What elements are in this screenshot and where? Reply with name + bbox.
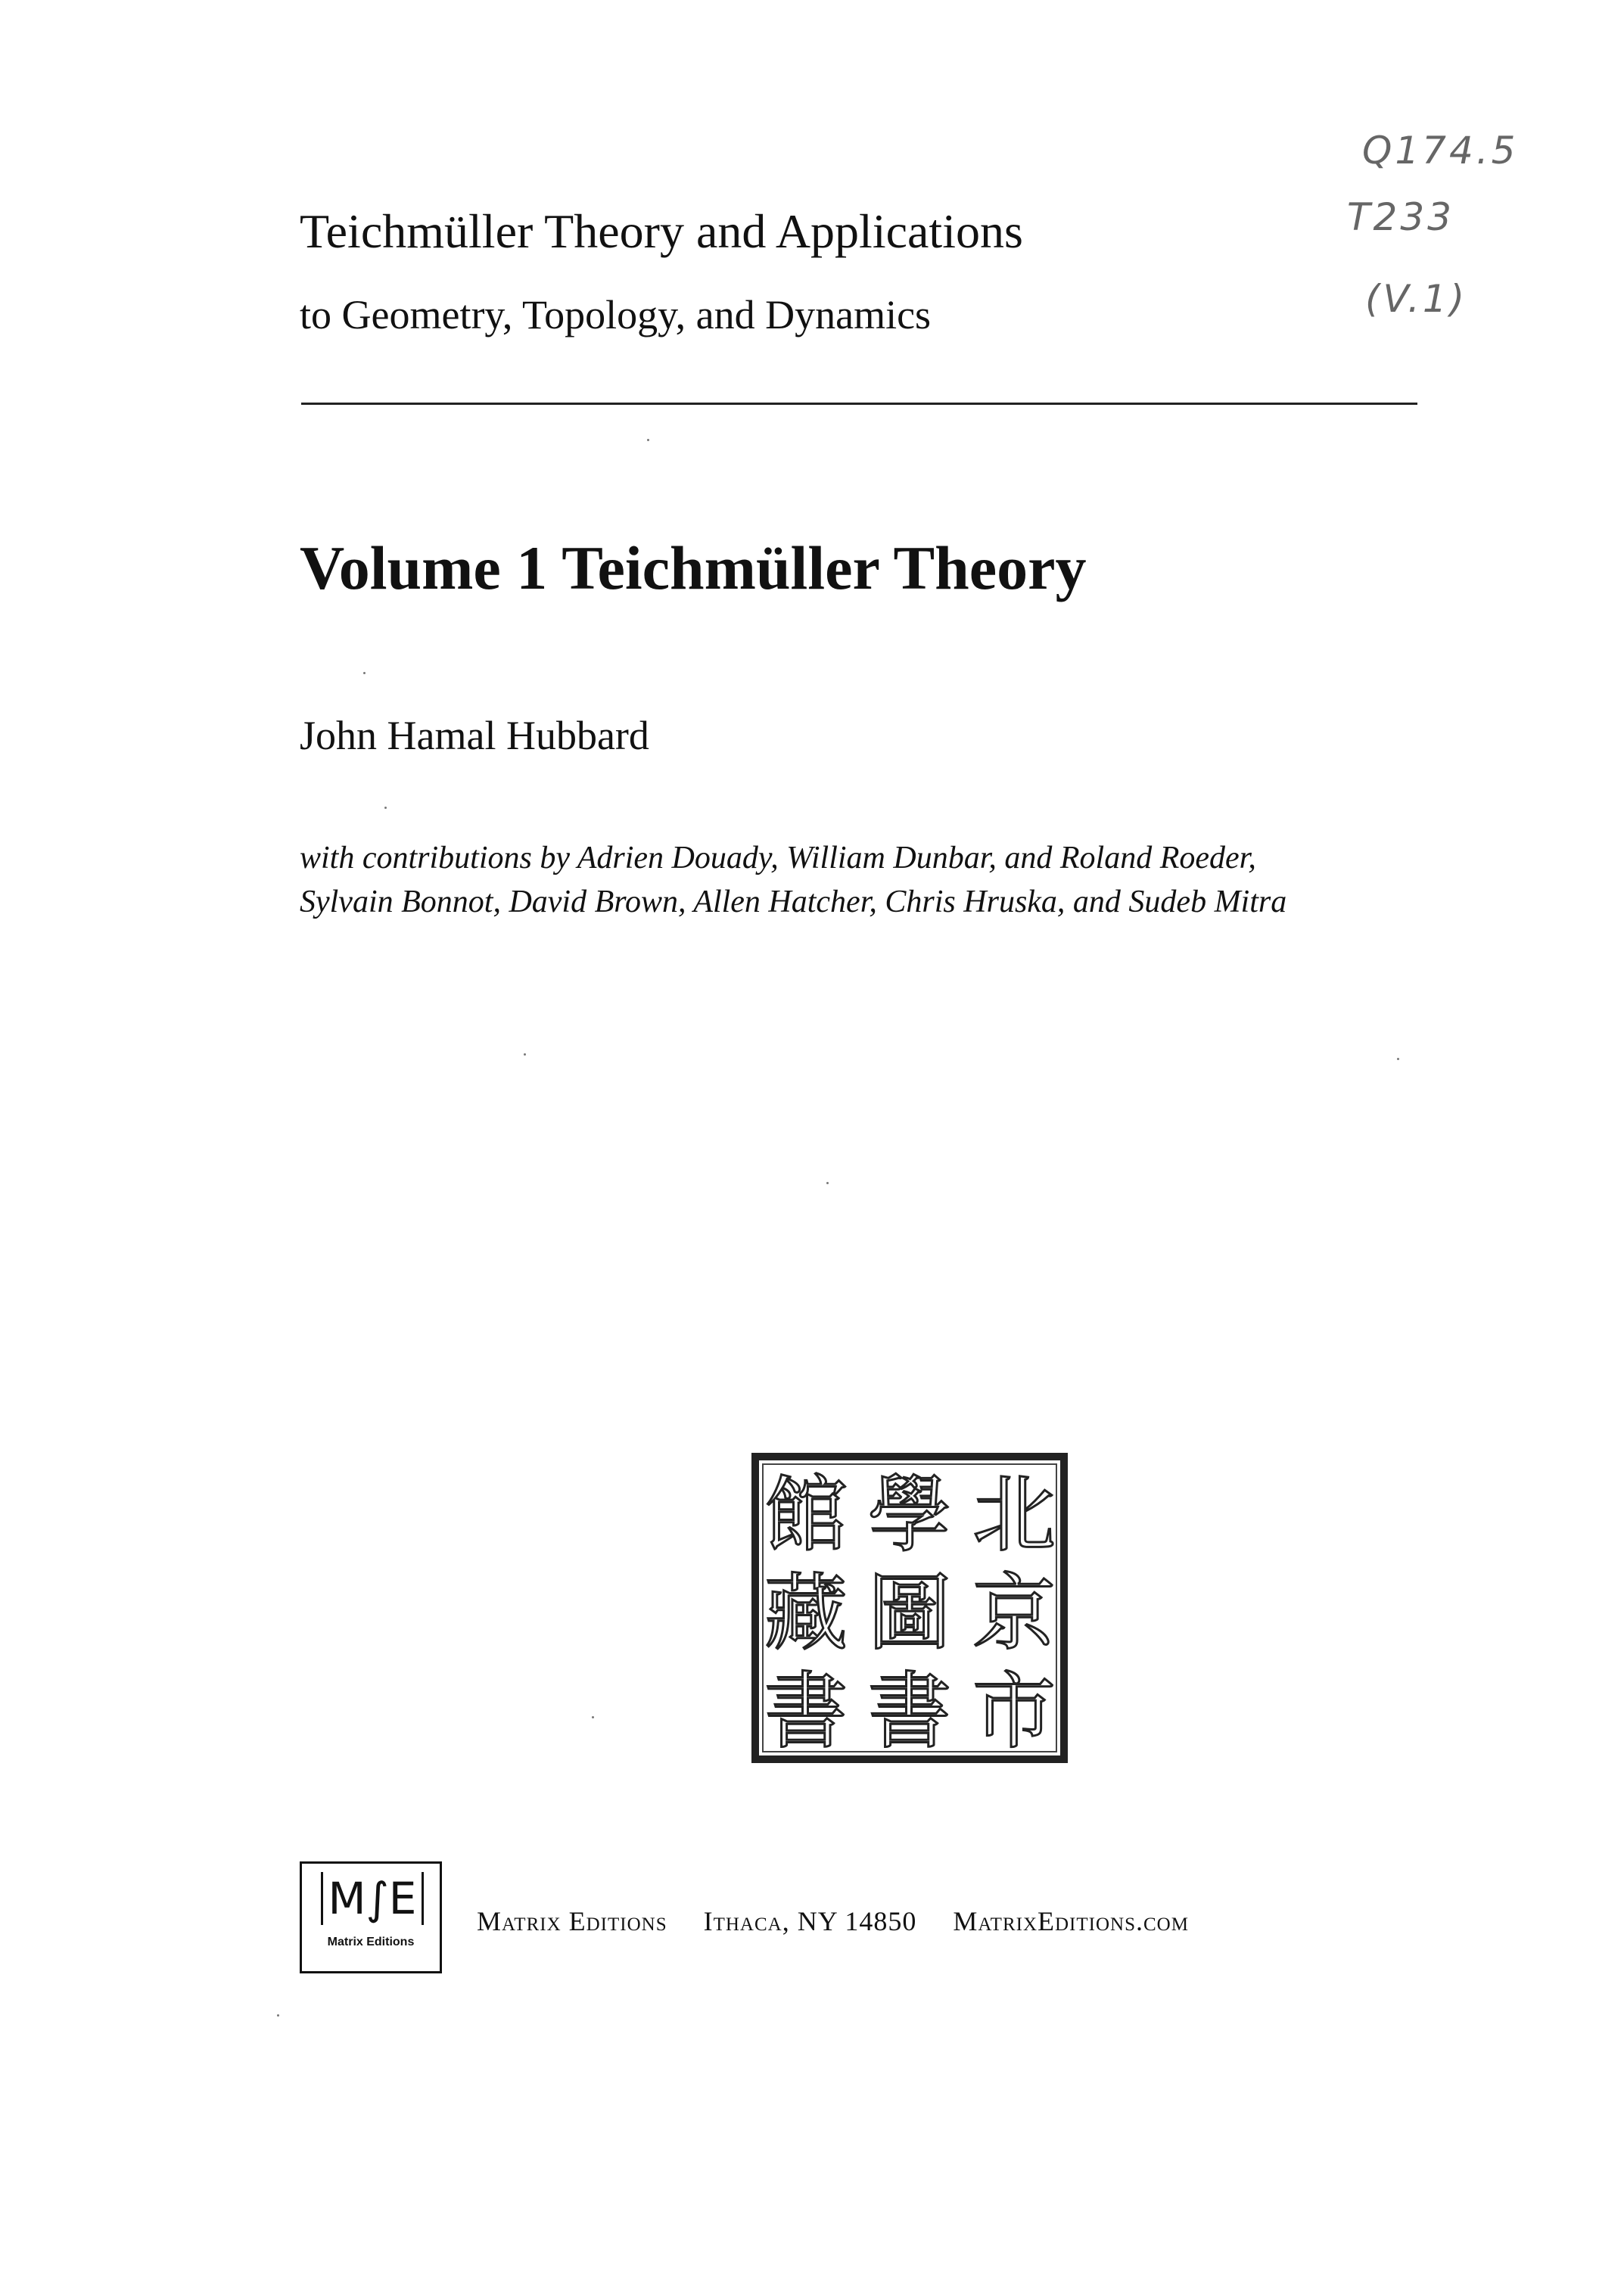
contributors-line-1: with contributions by Adrien Douady, William Dunbar, and Roland Roeder, [300,841,1256,875]
logo-caption: Matrix Editions [327,1936,415,1948]
seal-char-8: 藏 [764,1565,848,1662]
author-name: John Hamal Hubbard [300,713,649,758]
call-number-line-2: T233 [1347,195,1454,239]
seal-char-7: 館 [764,1466,848,1563]
series-subtitle: to Geometry, Topology, and Dynamics [300,292,932,337]
scan-speck [826,1182,829,1184]
seal-char-5: 圖 [868,1565,951,1662]
series-title: Teichmüller Theory and Applications [300,204,1023,258]
seal-char-9: 書 [764,1663,848,1760]
library-seal-stamp [749,1449,1071,1765]
logo-mark: M∫E [321,1872,424,1925]
scan-speck [277,2014,279,2017]
contributors-line-2: Sylvain Bonnot, David Brown, Allen Hatcher, Chris Hruska, and Sudeb Mitra [300,885,1287,919]
call-number-line-1: Q174.5 [1362,129,1519,173]
seal-char-6: 書 [868,1663,951,1760]
scan-speck [363,672,366,674]
contributors [300,836,1286,924]
seal-char-3: 市 [972,1663,1056,1760]
scan-speck [384,807,387,809]
volume-title: Volume 1 Teichmüller Theory [300,533,1087,602]
scan-speck [524,1053,526,1056]
publisher-website: MatrixEditions.com [953,1906,1189,1936]
scan-speck [647,439,649,441]
seal-char-1: 北 [972,1466,1056,1563]
matrix-editions-logo [300,1861,440,1972]
seal-char-2: 京 [972,1565,1056,1662]
publisher-address: Ithaca, NY 14850 [703,1906,917,1936]
handwritten-call-number [1332,129,1559,356]
scan-speck [1397,1058,1399,1060]
seal-char-4: 學 [868,1466,951,1563]
title-divider-rule [301,403,1417,405]
publisher-line [477,1905,1189,1937]
call-number-line-3: (V.1) [1365,277,1468,321]
scan-speck [592,1716,594,1718]
publisher-name: Matrix Editions [477,1906,667,1936]
